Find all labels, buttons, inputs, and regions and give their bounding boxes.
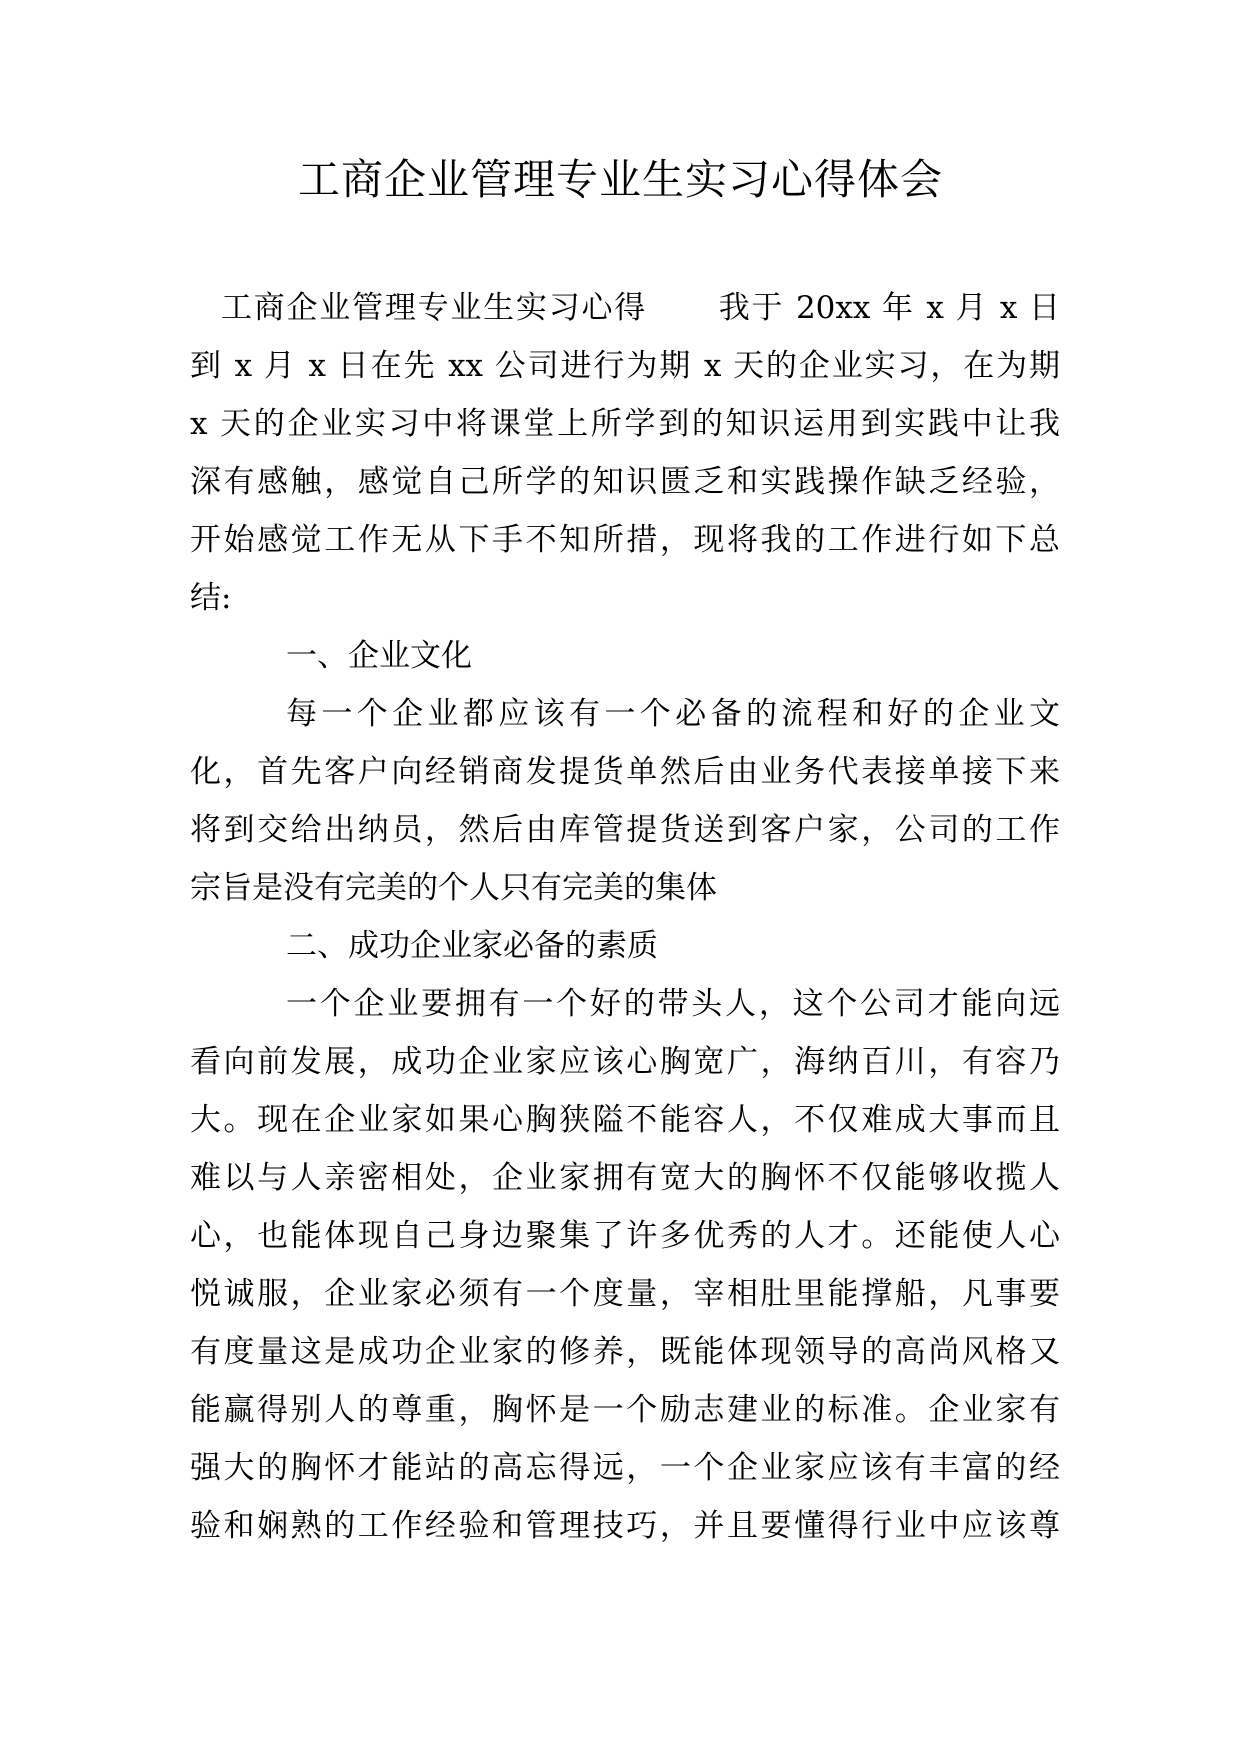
body-line-15: 大。现在企业家如果心胸狭隘不能容人，不仅难成大事而且 — [190, 1102, 1060, 1138]
body-line-3: x 天的企业实习中将课堂上所学到的知识运用到实践中让我 — [190, 406, 1060, 442]
body-line-2: 到 x 月 x 日在先 xx 公司进行为期 x 天的企业实习，在为期 — [190, 348, 1060, 384]
body-line-16: 难以与人亲密相处，企业家拥有宽大的胸怀不仅能够收揽人 — [190, 1160, 1060, 1196]
body-line-13: 一个企业要拥有一个好的带头人，这个公司才能向远 — [286, 986, 1060, 1022]
body-line-19: 有度量这是成功企业家的修养，既能体现领导的高尚风格又 — [190, 1334, 1060, 1370]
body-line-11: 宗旨是没有完美的个人只有完美的集体 — [190, 870, 717, 906]
document-body — [190, 279, 1060, 1555]
body-line-18: 悦诚服，企业家必须有一个度量，宰相肚里能撑船，凡事要 — [190, 1276, 1060, 1312]
body-line-20: 能赢得别人的尊重，胸怀是一个励志建业的标准。企业家有 — [190, 1392, 1060, 1428]
intro-heading: 工商企业管理专业生实习心得 — [221, 290, 648, 326]
body-line-22: 验和娴熟的工作经验和管理技巧，并且要懂得行业中应该尊 — [190, 1508, 1060, 1544]
body-line-5: 开始感觉工作无从下手不知所措，现将我的工作进行如下总 — [190, 522, 1060, 558]
body-line-8: 每一个企业都应该有一个必备的流程和好的企业文 — [286, 696, 1060, 732]
intro-line-start: 我于 20xx 年 x 月 x 日 — [717, 290, 1060, 326]
body-line-21: 强大的胸怀才能站的高忘得远，一个企业家应该有丰富的经 — [190, 1450, 1060, 1486]
body-line-1 — [190, 279, 1060, 337]
body-line-6: 结: — [190, 580, 232, 616]
body-line-9: 化，首先客户向经销商发提货单然后由业务代表接单接下来 — [190, 754, 1060, 790]
section-heading-2: 二、成功企业家必备的素质 — [286, 928, 658, 964]
document-title: 工商企业管理专业生实习心得体会 — [297, 155, 943, 204]
body-line-10: 将到交给出纳员，然后由库管提货送到客户家，公司的工作 — [190, 812, 1060, 848]
body-line-17: 心，也能体现自己身边聚集了许多优秀的人才。还能使人心 — [190, 1218, 1060, 1254]
section-heading-1: 一、企业文化 — [286, 638, 472, 674]
body-line-14: 看向前发展，成功企业家应该心胸宽广，海纳百川，有容乃 — [190, 1044, 1060, 1080]
body-line-4: 深有感触，感觉自己所学的知识匮乏和实践操作缺乏经验， — [190, 464, 1060, 500]
